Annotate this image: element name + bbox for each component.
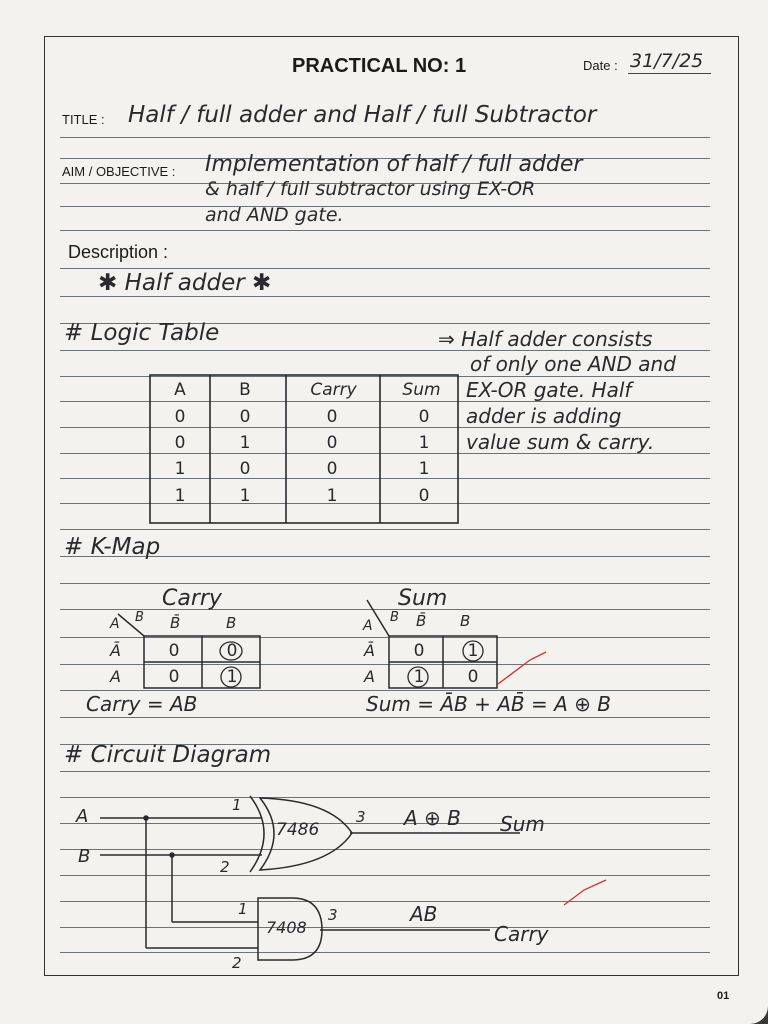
kmap-sum-cell-01: 1 xyxy=(467,641,479,661)
xor-pin-1: 1 xyxy=(232,796,242,814)
and-pin-1: 1 xyxy=(238,900,248,918)
kmap-sum-corner-b: B xyxy=(390,610,399,625)
table-header-b: B xyxy=(239,380,251,400)
kmap-carry-equation: Carry = AB xyxy=(86,692,198,716)
kmap-sum-cell-11: 0 xyxy=(467,667,479,687)
table-row-4-sum: 0 xyxy=(418,486,430,506)
kmap-sum-cell-00: 0 xyxy=(413,641,425,661)
kmap-carry-row-2: A xyxy=(110,667,121,686)
and-output-label: AB xyxy=(410,902,438,926)
logic-table-heading: # Logic Table xyxy=(64,320,220,346)
side-note-line-2: of only one AND and xyxy=(470,352,676,376)
kmap-sum-equation: Sum = ĀB + AB̄ = A ⊕ B xyxy=(366,692,611,716)
kmap-carry-cell-11: 1 xyxy=(226,667,238,687)
aim-line-2: & half / full subtractor using EX-OR xyxy=(205,178,536,200)
kmap-carry-col-1: B̄ xyxy=(170,614,181,632)
kmap-carry-col-2: B xyxy=(226,614,237,632)
side-note-line-1: ⇒ Half adder consists xyxy=(438,327,653,351)
table-row-3-a: 1 xyxy=(174,459,186,479)
table-row-3-b: 0 xyxy=(239,459,251,479)
title-label: TITLE : xyxy=(62,112,105,127)
table-row-1-sum: 0 xyxy=(418,407,430,427)
kmap-carry-cell-00: 0 xyxy=(168,641,180,661)
table-row-4-b: 1 xyxy=(239,486,251,506)
kmap-carry-title: Carry xyxy=(162,586,222,611)
table-row-3-carry: 0 xyxy=(326,459,338,479)
kmap-carry-corner-a: A xyxy=(110,616,120,632)
table-header-sum: Sum xyxy=(402,380,441,400)
table-row-2-b: 1 xyxy=(239,433,251,453)
description-label: Description : xyxy=(68,242,169,262)
kmap-sum-corner-a: A xyxy=(363,618,373,634)
aim-line-3: and AND gate. xyxy=(205,204,344,226)
table-row-2-a: 0 xyxy=(174,433,186,453)
table-row-2-sum: 1 xyxy=(418,433,430,453)
kmap-sum-col-1: B̄ xyxy=(416,612,427,630)
kmap-carry-cell-10: 0 xyxy=(168,667,180,687)
table-row-4-a: 1 xyxy=(174,486,186,506)
and-pin-2: 2 xyxy=(232,954,242,972)
circuit-input-b: B xyxy=(78,846,91,867)
kmap-carry-corner-b: B xyxy=(135,610,144,625)
and-pin-3: 3 xyxy=(328,906,338,924)
date-label: Date : xyxy=(583,58,618,73)
side-note-line-5: value sum & carry. xyxy=(466,430,655,454)
kmap-heading: # K-Map xyxy=(64,534,161,560)
side-note-line-3: EX-OR gate. Half xyxy=(466,378,632,402)
xor-output-label: A ⊕ B xyxy=(404,806,461,830)
kmap-carry-row-1: Ā xyxy=(110,641,121,660)
table-row-1-carry: 0 xyxy=(326,407,338,427)
table-row-4-carry: 1 xyxy=(326,486,338,506)
table-header-a: A xyxy=(174,380,186,400)
table-row-3-sum: 1 xyxy=(418,459,430,479)
xor-pin-3: 3 xyxy=(356,808,366,826)
side-note-line-4: adder is adding xyxy=(466,404,622,428)
circuit-heading: # Circuit Diagram xyxy=(64,742,272,768)
kmap-sum-title: Sum xyxy=(398,586,448,611)
section-heading: ✱ Half adder ✱ xyxy=(98,270,272,296)
xor-chip-label: 7486 xyxy=(276,820,320,840)
date-value: 31/7/25 xyxy=(628,50,711,74)
aim-label: AIM / OBJECTIVE : xyxy=(62,164,176,179)
and-output-name: Carry xyxy=(494,922,549,946)
kmap-sum-row-1: Ā xyxy=(364,641,375,660)
table-row-1-b: 0 xyxy=(239,407,251,427)
aim-line-1: Implementation of half / full adder xyxy=(205,152,583,177)
xor-pin-2: 2 xyxy=(220,858,230,876)
table-row-2-carry: 0 xyxy=(326,433,338,453)
kmap-sum-cell-10: 1 xyxy=(413,667,425,687)
xor-output-name: Sum xyxy=(500,812,545,836)
title-value: Half / full adder and Half / full Subtractor xyxy=(128,102,597,128)
practical-title: PRACTICAL NO: 1 xyxy=(292,55,467,77)
circuit-input-a: A xyxy=(76,806,89,827)
page-number: 01 xyxy=(717,990,730,1002)
table-header-carry: Carry xyxy=(310,380,357,400)
kmap-carry-cell-01: 0 xyxy=(226,641,238,661)
kmap-sum-row-2: A xyxy=(364,667,375,686)
kmap-sum-col-2: B xyxy=(460,612,471,630)
table-row-1-a: 0 xyxy=(174,407,186,427)
and-chip-label: 7408 xyxy=(266,918,307,937)
